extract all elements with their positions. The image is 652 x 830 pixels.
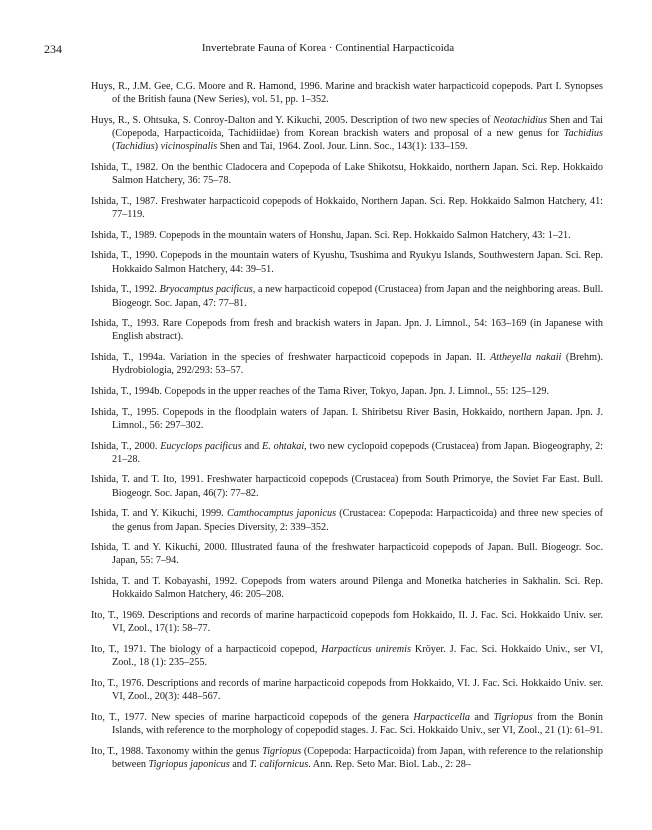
reference-text: Ishida, T., 2000. (91, 440, 161, 452)
reference-text: Huys, R., J.M. Gee, C.G. Moore and R. Hamond, 1996. Marine and brackish water harpacticoid copepods. Part I. Synopses of the British fauna (New Series), vol. 51, pp. 1–352. (91, 81, 603, 106)
taxon-name: Attheyella nakaii (490, 352, 562, 364)
reference-text: and (241, 440, 263, 452)
reference-text: Shen and Tai, 1964. Zool. Jour. Linn. Soc., 143(1): 133–159. (217, 141, 468, 153)
taxon-name: Tigriopus japonicus (148, 758, 230, 770)
reference-entry (91, 229, 603, 242)
taxon-name: Neotachidius (493, 114, 547, 126)
reference-text: Ishida, T., 1995. Copepods in the floodplain waters of Japan. I. Shiribetsu River Basin, Hokkaido, northern Japan. Jpn. J. Limnol., 56: 297–302. (91, 406, 603, 431)
reference-text: Shen and Tai (Copepoda, Harpacticoida, Tachidiidae) from Korean brackish waters and proposal of a new genus for (112, 114, 603, 140)
reference-text: (Copepoda: Harpacticoida) from Japan, with reference to the relationship between (112, 745, 603, 770)
reference-text: Ishida, T., 1992. (91, 284, 160, 296)
taxon-name: vicinospinalis (160, 141, 218, 153)
reference-entry (91, 711, 603, 738)
taxon-name: Harpacticella (413, 711, 470, 723)
reference-entry (91, 677, 603, 704)
reference-text: Ishida, T. and T. Ito, 1991. Freshwater harpacticoid copepods (Crustacea) from South Primorye, the Soviet Far East. Bull. Biogeogr. Soc. Japan, 46(7): 77–82. (91, 474, 603, 499)
taxon-name: Eucyclops pacificus (160, 440, 242, 452)
reference-text: Ito, T., 1976. Descriptions and records of marine harpacticoid copepods from Hokkaido, VI. J. Fac. Sci. Hokkaido Univ. ser. VI, Zool., 20(3): 448–567. (91, 677, 603, 703)
reference-entry (91, 575, 603, 602)
reference-entry (91, 161, 603, 188)
taxon-name: E. ohtakai (262, 440, 305, 452)
reference-entry (91, 283, 603, 310)
reference-entry (91, 249, 603, 276)
reference-list (91, 80, 603, 778)
reference-entry (91, 609, 603, 636)
reference-entry (91, 541, 603, 568)
taxon-name: Bryocamptus pacificus (159, 284, 253, 296)
reference-text: ) (154, 141, 161, 153)
reference-entry (91, 473, 603, 500)
reference-text: and (470, 711, 494, 723)
reference-text: Kröyer. J. Fac. Sci. Hokkaido Univ., ser VI, Zool., 18 (1): 235–255. (112, 643, 603, 669)
reference-entry (91, 114, 603, 154)
reference-text: ( (112, 141, 116, 153)
reference-text: Ishida, T., 1989. Copepods in the mountain waters of Honshu, Japan. Sci. Rep. Hokkaido Salmon Hatchery, 43: 1–21. (91, 229, 571, 241)
page-number: 234 (44, 42, 62, 56)
reference-entry (91, 195, 603, 222)
taxon-name: T. californicus (249, 758, 309, 770)
reference-text: , a new harpacticoid copepod (Crustacea) from Japan and the neighboring areas. Bull. Biogeogr. Soc. Japan, 47: 77–81. (112, 284, 603, 309)
reference-entry (91, 643, 603, 670)
reference-entry (91, 406, 603, 433)
taxon-name: Camthocamptus japonicus (226, 508, 337, 520)
reference-text: Ishida, T., 1994a. Variation in the species of freshwater harpacticoid copepods in Japan. II. (91, 352, 491, 364)
reference-text: Ishida, T. and Y. Kikuchi, 1999. (91, 508, 227, 520)
reference-entry (91, 440, 603, 467)
reference-text: Ishida, T. and Y. Kikuchi, 2000. Illustrated fauna of the freshwater harpacticoid copepods of Japan. Bull. Biogeogr. Soc. Japan, 55: 7–94. (91, 542, 603, 567)
reference-text: (Crustacea: Copepoda: Harpacticoida) and three new species of the genus from Japan. Species Diversity, 2: 339–352. (112, 508, 603, 533)
reference-entry (91, 351, 603, 378)
reference-text: Ito, T., 1969. Descriptions and records of marine harpacticoid copepods fom Hokkaido, II. J. Fac. Sci. Hokkaido Univ. ser. VI, Zool., 17(1): 58–77. (91, 610, 603, 635)
reference-text: Ito, T., 1977. New species of marine harpacticoid copepods of the genera (91, 711, 414, 723)
reference-text: Ishida, T., 1982. On the benthic Cladocera and Copepoda of Lake Shikotsu, Hokkaido, northern Japan. Sci. Rep. Hokkaido Salmon Hatchery, 36: 75–78. (91, 162, 603, 187)
reference-text: and (229, 758, 250, 770)
taxon-name: Tigriopus (262, 745, 302, 757)
reference-entry (91, 385, 603, 398)
reference-entry (91, 80, 603, 107)
reference-text: . Ann. Rep. Seto Mar. Biol. Lab., 2: 28– (308, 758, 471, 770)
reference-text: Ito, T., 1988. Taxonomy within the genus (91, 745, 263, 757)
reference-text: Ishida, T. and T. Kobayashi, 1992. Copepods from waters around Pilenga and Monetka hatcheries in Sakhalin. Sci. Rep. Hokkaido Salmon Hatchery, 46: 205–208. (91, 576, 603, 601)
taxon-name: Harpacticus uniremis (321, 643, 411, 655)
reference-text: (Brehm). Hydrobiologia, 292/293: 53–57. (112, 352, 603, 377)
reference-text: , two new cyclopoid copepods (Crustacea) from Japan. Biogeography, 2: 21–28. (112, 440, 603, 465)
reference-text: Ishida, T., 1990. Copepods in the mountain waters of Kyushu, Tsushima and Ryukyu Islands, Southwestern Japan. Sci. Rep. Hokkaido Salmon Hatchery, 44: 39–51. (91, 250, 603, 275)
reference-text: Huys, R., S. Ohtsuka, S. Conroy-Dalton and Y. Kikuchi, 2005. Description of two new species of (91, 114, 494, 126)
running-title: Invertebrate Fauna of Korea · Continential Harpacticoida (201, 42, 455, 54)
taxon-name: Tachidius (115, 141, 155, 153)
reference-text: Ishida, T., 1993. Rare Copepods from fresh and brackish waters in Japan. Jpn. J. Limnol., 54: 163–169 (in Japanese with English abstract). (91, 318, 603, 343)
reference-text: from the Bonin Islands, with reference to the morphology of copepodid stages. J. Fac. Sci. Hokkaido Univ., ser VI, Zool., 21 (1): 61–91. (112, 711, 603, 736)
reference-entry (91, 317, 603, 344)
reference-text: Ito, T., 1971. The biology of a harpacticoid copepod, (91, 643, 322, 655)
reference-text: Ishida, T., 1987. Freshwater harpacticoid copepods of Hokkaido, Northern Japan. Sci. Rep. Hokkaido Salmon Hatchery, 41: 77–119. (91, 195, 603, 221)
reference-entry (91, 507, 603, 534)
reference-entry (91, 745, 603, 772)
taxon-name: Tachidius (563, 128, 603, 140)
page-header (44, 42, 612, 58)
reference-text: Ishida, T., 1994b. Copepods in the upper reaches of the Tama River, Tokyo, Japan. Jpn. J. Limnol., 55: 125–129. (91, 386, 550, 398)
taxon-name: Tigriopus (493, 711, 533, 723)
